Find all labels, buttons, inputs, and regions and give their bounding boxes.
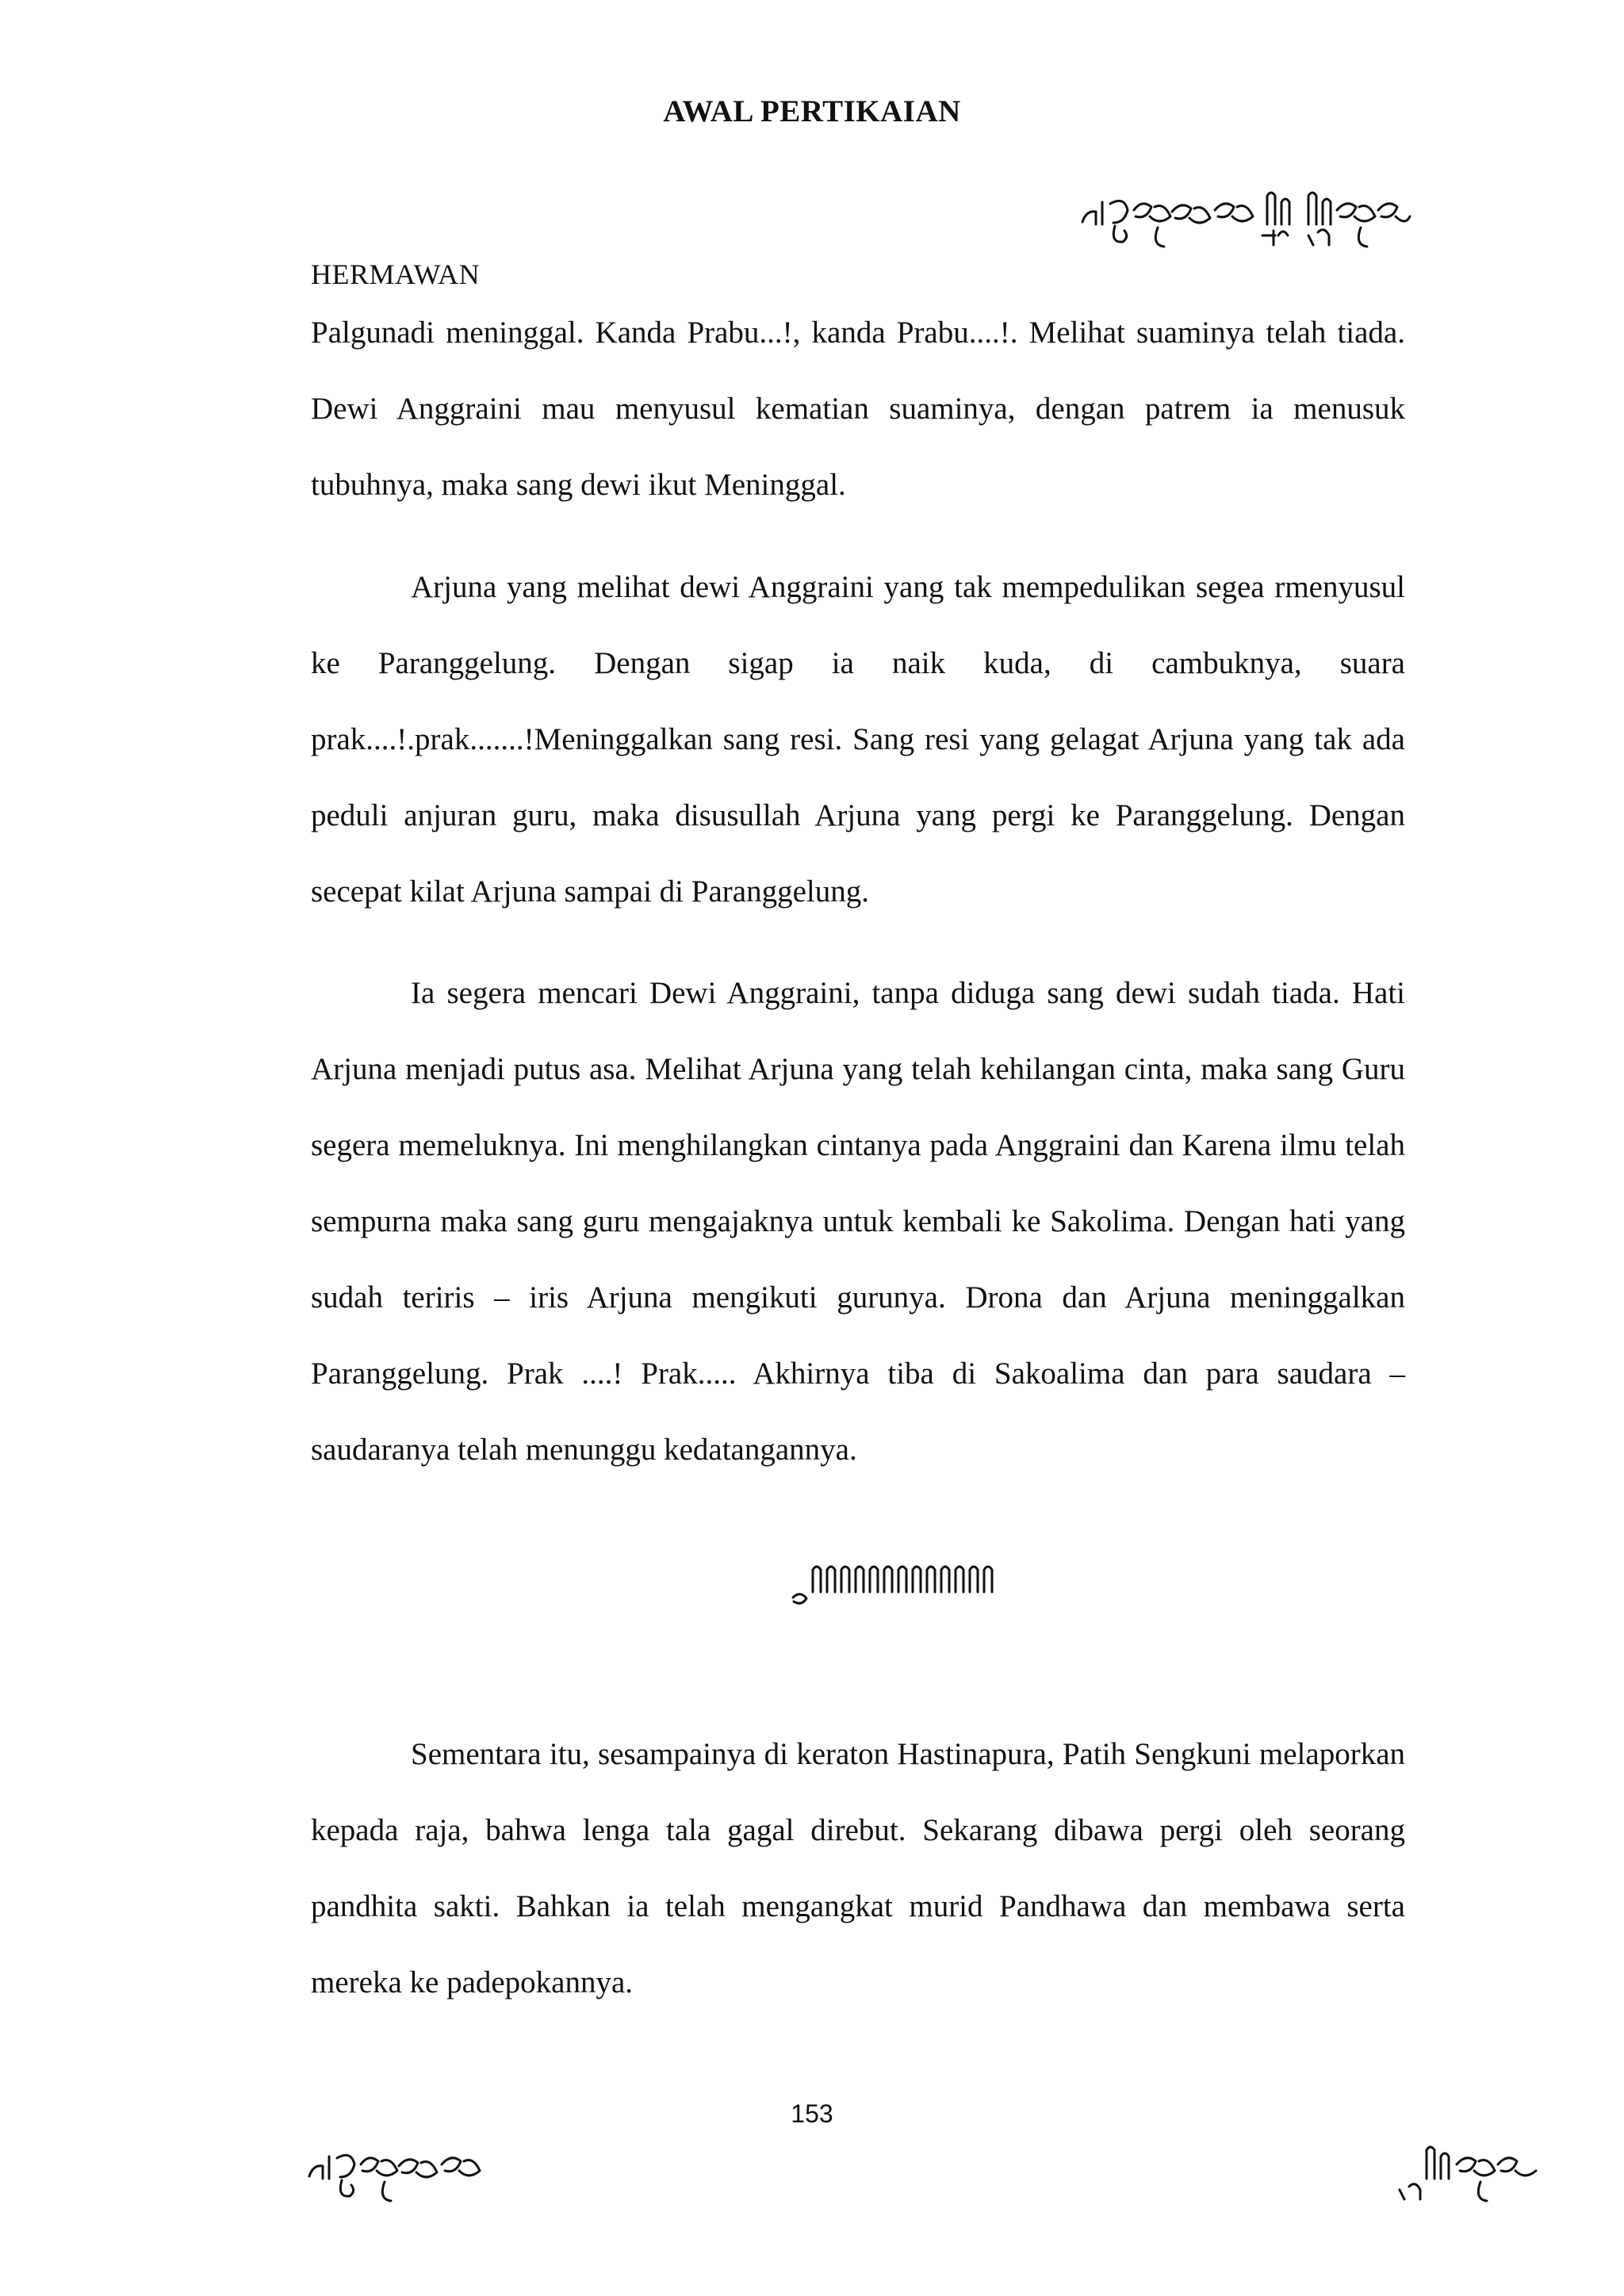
page-number: 153	[791, 2099, 833, 2128]
speaker-name: HERMAWAN	[311, 258, 481, 290]
javanese-script-footer-left	[305, 2133, 511, 2220]
paragraph-4: Sementara itu, sesampainya di keraton Hastinapura, Patih Sengkuni melaporkan kepada raja, bahwa lenga tala gagal direbut. Sekarang dibawa pergi oleh seorang pandhita sakti. Bahkan ia telah mengangkat murid Pandhawa dan membawa serta mereka ke padepokannya.	[311, 1737, 1405, 1999]
javanese-script-separator	[789, 1554, 1003, 1617]
javanese-script-heading	[1078, 178, 1411, 266]
paragraph-2: Arjuna yang melihat dewi Anggraini yang tak mempedulikan segea rmenyusul ke Paranggelung. Dengan sigap ia naik kuda, di cambuknya, suara prak....!.prak.......!Meninggalkan sang resi. Sang resi yang gelagat Arjuna yang tak ada peduli anjuran guru, maka disusullah Arjuna yang pergi ke Paranggelung. Dengan secepat kilat Arjuna sampai di Paranggelung.	[311, 570, 1405, 909]
paragraph-1: Palgunadi meninggal. Kanda Prabu...!, kanda Prabu....!. Melihat suaminya telah tiada. Dewi Anggraini mau menyusul kematian suaminya, dengan patrem ia menusuk tubuhnya, maka sang dewi ikut Meninggal.	[311, 316, 1405, 502]
page-title: AWAL PERTIKAIAN	[663, 94, 961, 128]
javanese-script-footer-right	[1392, 2133, 1582, 2220]
paragraph-3: Ia segera mencari Dewi Anggraini, tanpa diduga sang dewi sudah tiada. Hati Arjuna menjadi putus asa. Melihat Arjuna yang telah kehilangan cinta, maka sang Guru segera memeluknya. Ini menghilangkan cintanya pada Anggraini dan Karena ilmu telah sempurna maka sang guru mengajaknya untuk kembali ke Sakolima. Dengan hati yang sudah teriris – iris Arjuna mengikuti gurunya. Drona dan Arjuna meninggalkan Paranggelung. Prak ....! Prak..... Akhirnya tiba di Sakoalima dan para saudara – saudaranya telah menunggu kedatangannya.	[311, 976, 1405, 1467]
